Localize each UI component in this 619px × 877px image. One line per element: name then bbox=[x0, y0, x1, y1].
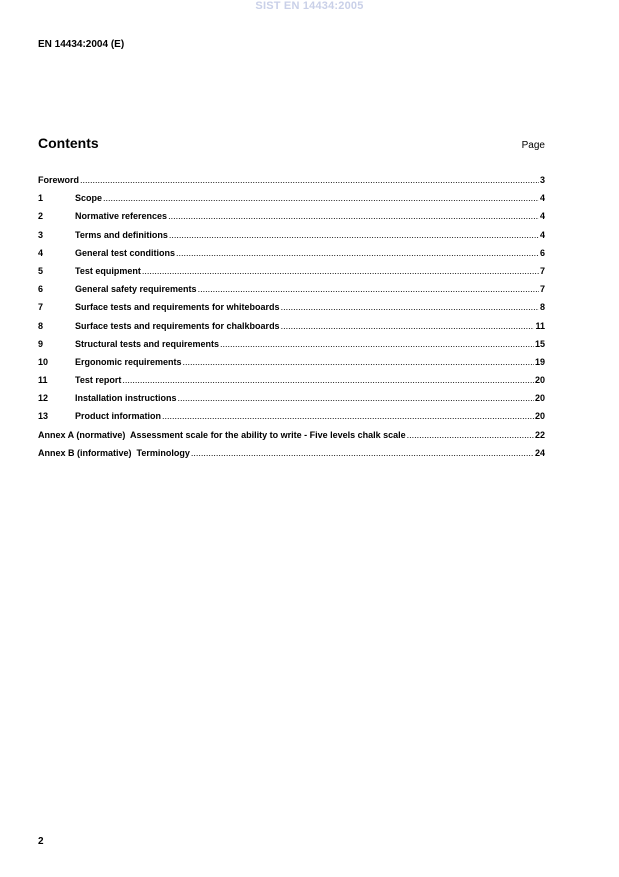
toc-entry-number: 4 bbox=[38, 247, 44, 258]
toc-entry-page: 20 bbox=[534, 411, 545, 422]
toc-entry-9[interactable] bbox=[38, 339, 545, 357]
toc-entry-title: Surface tests and requirements for whiteboards bbox=[75, 302, 280, 313]
toc-entry-number: 13 bbox=[38, 411, 49, 422]
toc-entry-title: Structural tests and requirements bbox=[75, 338, 220, 349]
toc-entry-title: Surface tests and requirements for chalkboards bbox=[75, 320, 280, 331]
toc-entry-page: 4 bbox=[539, 229, 545, 240]
toc-dot-leader bbox=[162, 411, 534, 421]
toc-entry-page: 24 bbox=[534, 447, 545, 458]
toc-dot-leader bbox=[142, 266, 539, 276]
toc-entry-2[interactable] bbox=[38, 211, 545, 229]
toc-entry-page: 3 bbox=[539, 175, 545, 185]
toc-entry-page: 7 bbox=[539, 265, 545, 276]
toc-entry-5[interactable] bbox=[38, 266, 545, 284]
toc-dot-leader bbox=[103, 193, 539, 203]
toc-entry-page: 7 bbox=[539, 284, 545, 295]
document-id: EN 14434:2004 (E) bbox=[38, 39, 125, 50]
toc-entry-10[interactable] bbox=[38, 357, 545, 375]
toc-entry-number: 5 bbox=[38, 265, 44, 276]
toc-entry-page: 11 bbox=[535, 320, 545, 331]
toc-entry-number: 1 bbox=[38, 193, 44, 204]
toc-entry-title: Foreword bbox=[38, 175, 80, 185]
toc-entry-3[interactable] bbox=[38, 230, 545, 248]
toc-entry-number: 3 bbox=[38, 229, 44, 240]
toc-dot-leader bbox=[122, 375, 534, 385]
toc-dot-leader bbox=[183, 357, 534, 367]
toc-dot-leader bbox=[178, 393, 534, 403]
toc-entry-number: 12 bbox=[38, 393, 49, 404]
toc-entry-7[interactable] bbox=[38, 302, 545, 320]
toc-entry-title: Annex A (normative) Assessment scale for the ability to write - Five levels chalk scale bbox=[38, 429, 406, 440]
toc-entry-title: General test conditions bbox=[75, 247, 176, 258]
page-number: 2 bbox=[38, 836, 44, 847]
toc-entry-title: Terms and definitions bbox=[75, 229, 168, 240]
toc-dot-leader bbox=[220, 339, 534, 349]
toc-entry-title: Scope bbox=[75, 193, 103, 204]
toc-entry-title: Product information bbox=[75, 411, 161, 422]
toc-entry-number: 10 bbox=[38, 356, 49, 367]
toc-entry-foreword[interactable] bbox=[38, 175, 545, 193]
toc-entry-number: 8 bbox=[38, 320, 44, 331]
toc-entry-1[interactable] bbox=[38, 193, 545, 211]
toc-entry-title: Test equipment bbox=[75, 265, 141, 276]
toc-entry-number: 7 bbox=[38, 302, 44, 313]
toc-entry-title: Normative references bbox=[75, 211, 168, 222]
toc-entry-8[interactable] bbox=[38, 321, 545, 339]
toc-entry-title: General safety requirements bbox=[75, 284, 197, 295]
page-column-label: Page bbox=[521, 140, 545, 151]
toc-entry-title: Annex B (informative) Terminology bbox=[38, 447, 190, 458]
toc-entry-page: 19 bbox=[534, 356, 545, 367]
toc-entry-page: 20 bbox=[534, 375, 545, 386]
toc-entry-page: 6 bbox=[539, 247, 545, 258]
toc-dot-leader bbox=[169, 230, 539, 240]
toc-entry-number: 6 bbox=[38, 284, 44, 295]
toc-entry-12[interactable] bbox=[38, 393, 545, 411]
toc-entry-title: Installation instructions bbox=[75, 393, 177, 404]
table-of-contents bbox=[38, 175, 545, 466]
toc-entry-title: Ergonomic requirements bbox=[75, 356, 182, 367]
watermark: SIST EN 14434:2005 bbox=[255, 0, 364, 12]
toc-entry-annex-a[interactable] bbox=[38, 430, 545, 448]
toc-dot-leader bbox=[281, 302, 539, 312]
toc-entry-title: Test report bbox=[75, 375, 122, 386]
toc-entry-page: 15 bbox=[534, 338, 545, 349]
toc-entry-page: 22 bbox=[534, 429, 545, 440]
toc-entry-13[interactable] bbox=[38, 411, 545, 429]
toc-dot-leader bbox=[191, 448, 534, 458]
toc-dot-leader bbox=[198, 284, 539, 294]
contents-heading: Contents bbox=[38, 135, 99, 151]
toc-entry-4[interactable] bbox=[38, 248, 545, 266]
toc-dot-leader bbox=[407, 430, 534, 440]
toc-entry-number: 9 bbox=[38, 338, 44, 349]
toc-entry-number: 11 bbox=[38, 375, 48, 386]
toc-dot-leader bbox=[176, 248, 539, 258]
toc-dot-leader bbox=[80, 175, 539, 185]
toc-entry-11[interactable] bbox=[38, 375, 545, 393]
toc-entry-number: 2 bbox=[38, 211, 44, 222]
toc-entry-6[interactable] bbox=[38, 284, 545, 302]
toc-entry-page: 20 bbox=[534, 393, 545, 404]
toc-dot-leader bbox=[168, 211, 539, 221]
toc-entry-page: 4 bbox=[539, 193, 545, 204]
toc-entry-page: 4 bbox=[539, 211, 545, 222]
toc-dot-leader bbox=[281, 321, 535, 331]
toc-entry-page: 8 bbox=[539, 302, 545, 313]
toc-entry-annex-b[interactable] bbox=[38, 448, 545, 466]
